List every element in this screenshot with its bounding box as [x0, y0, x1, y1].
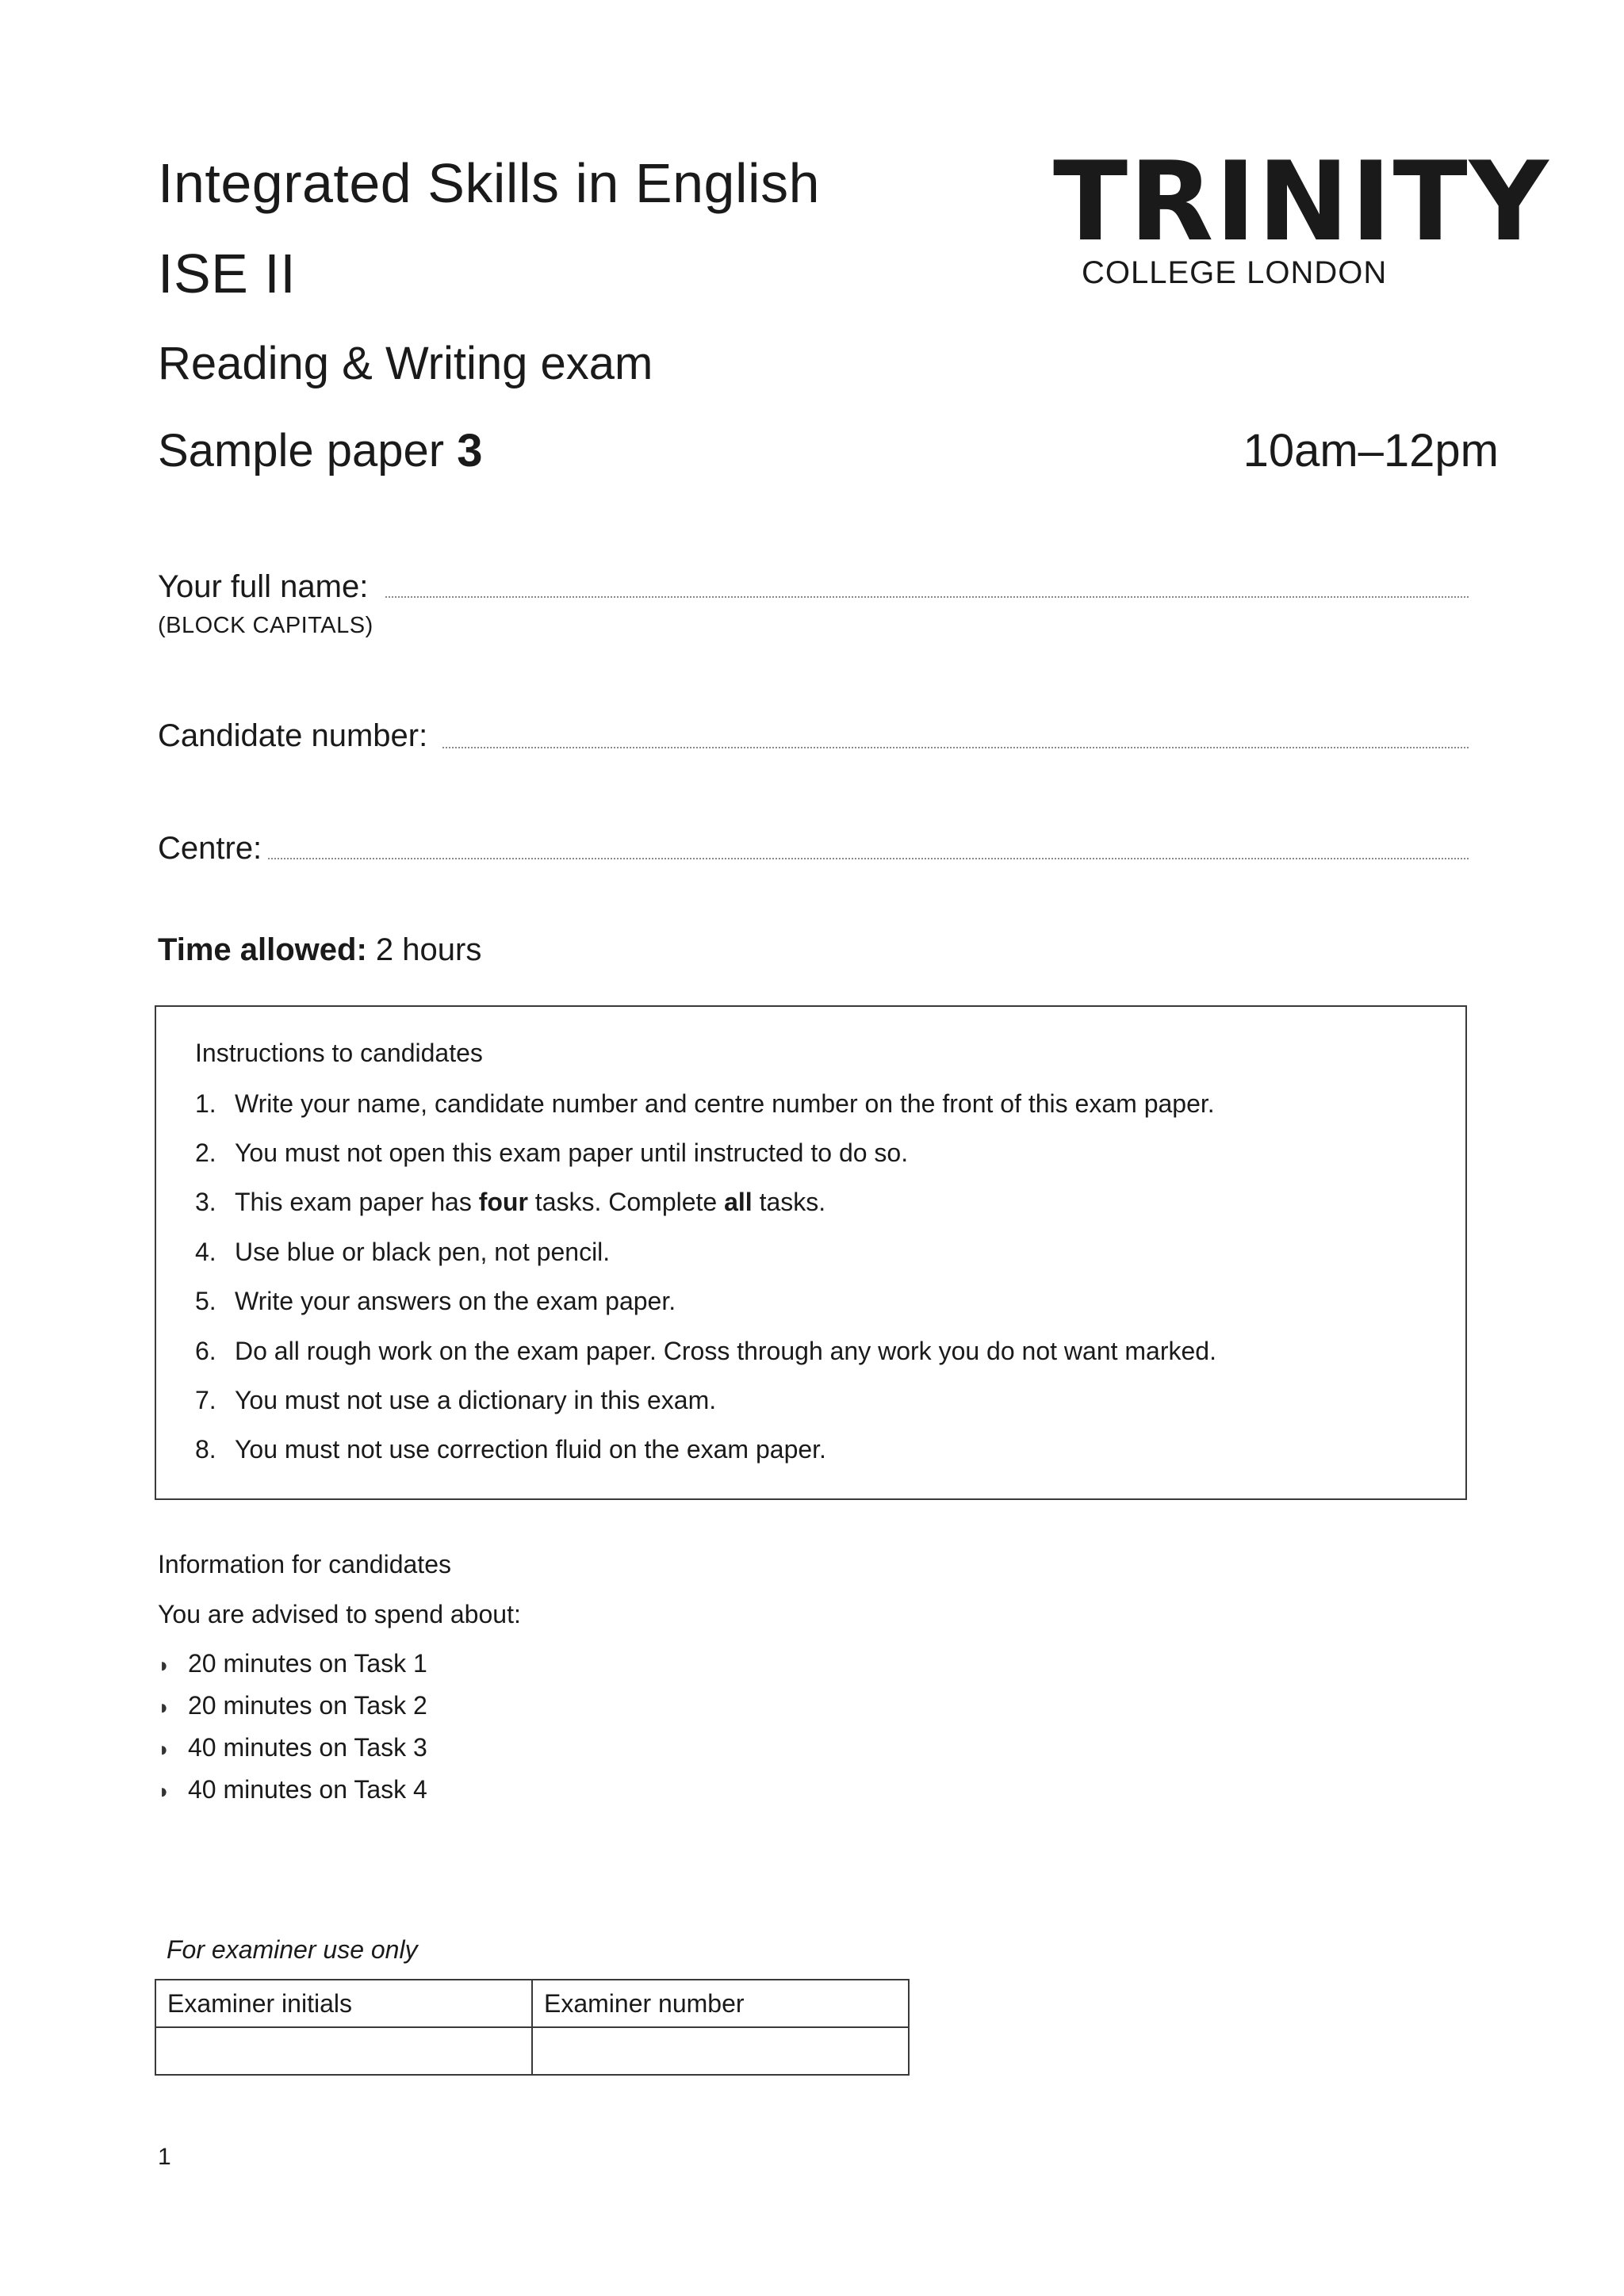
time-advice-item: ◗ 40 minutes on Task 4 — [158, 1775, 427, 1804]
time-allowed-value: 2 hours — [366, 932, 482, 967]
time-advice-item: ◗ 40 minutes on Task 3 — [158, 1733, 427, 1762]
sample-paper-label — [158, 425, 483, 476]
candidate-number-field[interactable] — [442, 747, 1469, 748]
instruction-item: 5. Write your answers on the exam paper. — [195, 1287, 676, 1315]
centre-label: Centre: — [158, 831, 262, 866]
bullet-icon: ◗ — [158, 1779, 170, 1803]
time-allowed — [158, 932, 481, 968]
instruction-item: 7. You must not use a dictionary in this exam. — [195, 1386, 717, 1414]
instruction-item: 3. This exam paper has four tasks. Complete all tasks. — [195, 1188, 826, 1216]
logo-subtitle: COLLEGE LONDON — [1082, 255, 1388, 290]
examiner-initials-header: Examiner initials — [155, 1980, 532, 2027]
time-advice-item: ◗ 20 minutes on Task 2 — [158, 1691, 427, 1720]
logo-wordmark: TRINITY — [1053, 138, 1550, 266]
block-capitals-note: (BLOCK CAPITALS) — [158, 613, 373, 638]
examiner-use-caption: For examiner use only — [167, 1935, 418, 1964]
time-advice-item: ◗ 20 minutes on Task 1 — [158, 1649, 427, 1678]
examiner-number-header: Examiner number — [532, 1980, 909, 2027]
instruction-item: 2. You must not open this exam paper until instructed to do so. — [195, 1138, 909, 1167]
sample-number: 3 — [457, 425, 483, 476]
instruction-item: 1. Write your name, candidate number and centre number on the front of this exam paper. — [195, 1089, 1215, 1118]
examiner-number-cell[interactable] — [532, 2027, 909, 2075]
bullet-icon: ◗ — [158, 1737, 170, 1761]
advise-text: You are advised to spend about: — [158, 1600, 521, 1628]
instruction-item: 6. Do all rough work on the exam paper. Cross through any work you do not want marked. — [195, 1337, 1216, 1365]
examiner-table — [155, 1979, 910, 2076]
instruction-item: 8. You must not use correction fluid on the exam paper. — [195, 1435, 826, 1464]
instruction-item: 4. Use blue or black pen, not pencil. — [195, 1238, 611, 1266]
full-name-label: Your full name: — [158, 569, 369, 604]
candidate-number-label: Candidate number: — [158, 718, 428, 753]
sample-prefix: Sample paper — [158, 425, 445, 476]
information-heading: Information for candidates — [158, 1550, 451, 1578]
time-allowed-label: Time allowed: — [158, 932, 367, 967]
trinity-logo — [1053, 138, 1550, 290]
exam-level: ISE II — [158, 243, 297, 304]
centre-field[interactable] — [268, 858, 1469, 859]
bullet-icon: ◗ — [158, 1653, 170, 1677]
exam-type: Reading & Writing exam — [158, 338, 653, 389]
exam-time-range: 10am–12pm — [1243, 425, 1499, 476]
bullet-icon: ◗ — [158, 1695, 170, 1719]
page-number: 1 — [158, 2144, 171, 2170]
full-name-field[interactable] — [385, 596, 1469, 598]
examiner-initials-cell[interactable] — [155, 2027, 532, 2075]
instructions-heading: Instructions to candidates — [195, 1039, 483, 1067]
document-title: Integrated Skills in English — [158, 152, 820, 214]
